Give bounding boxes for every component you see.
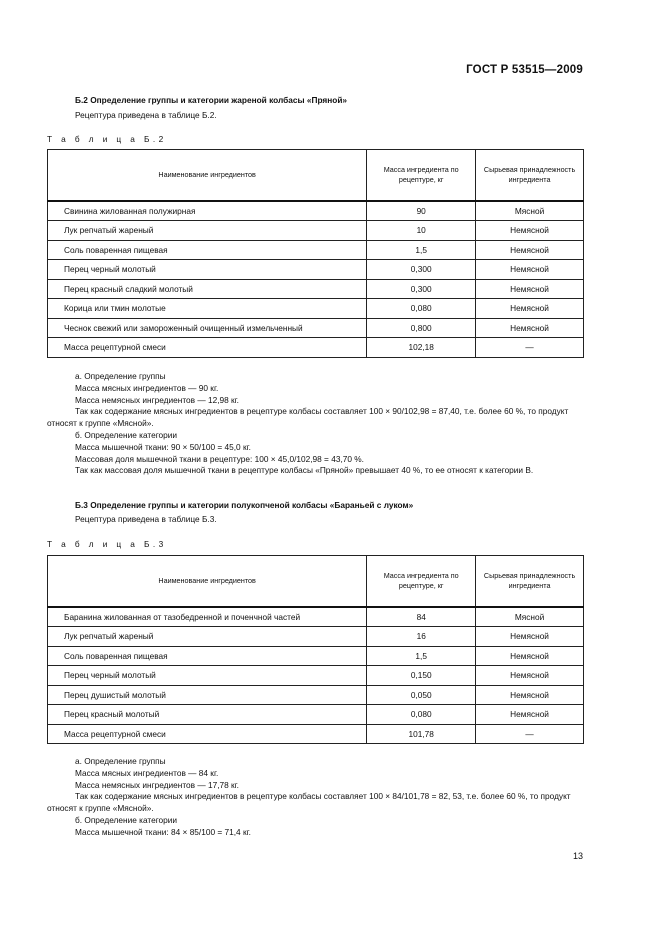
table-b2-header-name: Наименование ингредиентов xyxy=(48,150,367,201)
note-line: Так как содержание мясных ингредиентов в рецептуре колбасы составляет 100 × 90/102,98 = 87,40, т.е. более 60 %, то продукт относят к группе «Мясной». xyxy=(47,406,569,429)
note-line: Массовая доля мышечной ткани в рецептуре: 100 × 45,0/102,98 = 43,70 %. xyxy=(75,453,364,464)
ingredient-mass: 16 xyxy=(367,627,476,647)
table-row xyxy=(48,260,584,280)
table-b3-header-mass: Масса ингредиента по рецептуре, кг xyxy=(367,556,476,607)
ingredient-group: Немясной xyxy=(476,705,584,725)
ingredient-mass: 101,78 xyxy=(367,724,476,744)
ingredient-group: — xyxy=(476,724,584,744)
table-b2-caption: Т а б л и ц а Б.2 xyxy=(47,134,167,144)
table-b2-header-group: Сырьевая принадлежность ингредиента xyxy=(476,150,584,201)
page-number: 13 xyxy=(572,851,583,861)
table-row xyxy=(48,627,584,647)
note-line: Масса мышечной ткани: 90 × 50/100 = 45,0 кг. xyxy=(75,441,251,452)
ingredient-group: Мясной xyxy=(476,201,584,221)
ingredient-name: Чеснок свежий или замороженный очищенный измельченный xyxy=(48,318,367,338)
ingredient-group: Немясной xyxy=(476,685,584,705)
note-line: Масса немясных ингредиентов — 12,98 кг. xyxy=(75,394,239,405)
note-line: а. Определение группы xyxy=(75,756,166,766)
section-b2-notes xyxy=(47,371,584,477)
note-line: Масса немясных ингредиентов — 17,78 кг. xyxy=(75,779,239,790)
section-b3-title: Б.3 Определение группы и категории полукопченой колбасы «Бараньей с луком» xyxy=(75,500,414,510)
table-row xyxy=(48,685,584,705)
ingredient-group: Немясной xyxy=(476,646,584,666)
ingredient-group: — xyxy=(476,338,584,358)
note-line: б. Определение категории xyxy=(75,429,178,440)
table-row xyxy=(48,221,584,241)
ingredient-name: Масса рецептурной смеси xyxy=(48,338,367,358)
ingredient-mass: 10 xyxy=(367,221,476,241)
ingredient-name: Лук репчатый жареный xyxy=(48,221,367,241)
ingredient-mass: 84 xyxy=(367,607,476,627)
table-row xyxy=(48,201,584,221)
ingredient-name: Перец красный сладкий молотый xyxy=(48,279,367,299)
table-b3-caption: Т а б л и ц а Б.3 xyxy=(47,539,167,549)
note-line: б. Определение категории xyxy=(75,814,178,825)
section-b2-intro: Рецептура приведена в таблице Б.2. xyxy=(75,110,217,120)
ingredient-mass: 1,5 xyxy=(367,240,476,260)
note-line: Масса мясных ингредиентов — 90 кг. xyxy=(75,382,219,393)
section-b3-notes xyxy=(47,756,584,839)
ingredient-group: Немясной xyxy=(476,240,584,260)
ingredient-mass: 1,5 xyxy=(367,646,476,666)
table-row xyxy=(48,279,584,299)
note-line: Так как содержание мясных ингредиентов в рецептуре колбасы составляет 100 × 84/101,78 = 82, 53, т.е. более 60 %, то продукт относят к группе «Мясной». xyxy=(47,791,571,814)
table-b3 xyxy=(47,555,584,744)
standard-code: ГОСТ Р 53515—2009 xyxy=(466,64,583,76)
ingredient-name: Соль поваренная пищевая xyxy=(48,646,367,666)
table-row xyxy=(48,240,584,260)
ingredient-name: Лук репчатый жареный xyxy=(48,627,367,647)
table-row xyxy=(48,299,584,319)
section-b3-intro: Рецептура приведена в таблице Б.3. xyxy=(75,514,217,524)
note-line: Масса мясных ингредиентов — 84 кг. xyxy=(75,767,219,778)
note-line: Так как массовая доля мышечной ткани в рецептуре колбасы «Пряной» превышает 40 %, то ее относят к категории В. xyxy=(75,465,534,476)
ingredient-name: Соль поваренная пищевая xyxy=(48,240,367,260)
ingredient-group: Немясной xyxy=(476,299,584,319)
ingredient-group: Немясной xyxy=(476,260,584,280)
ingredient-name: Баранина жилованная от тазобедренной и поченчной частей xyxy=(48,607,367,627)
note-line: Масса мышечной ткани: 84 × 85/100 = 71,4 кг. xyxy=(75,826,251,837)
table-b2 xyxy=(47,149,584,358)
ingredient-mass: 0,300 xyxy=(367,279,476,299)
table-row xyxy=(48,724,584,744)
ingredient-group: Мясной xyxy=(476,607,584,627)
ingredient-mass: 0,080 xyxy=(367,705,476,725)
table-b3-header-name: Наименование ингредиентов xyxy=(48,556,367,607)
ingredient-mass: 0,800 xyxy=(367,318,476,338)
ingredient-name: Перец душистый молотый xyxy=(48,685,367,705)
table-row xyxy=(48,705,584,725)
ingredient-name: Перец черный молотый xyxy=(48,666,367,686)
ingredient-mass: 0,300 xyxy=(367,260,476,280)
table-row xyxy=(48,607,584,627)
table-b3-header-group: Сырьевая принадлежность ингредиента xyxy=(476,556,584,607)
ingredient-name: Свинина жилованная полужирная xyxy=(48,201,367,221)
ingredient-name: Корица или тмин молотые xyxy=(48,299,367,319)
ingredient-group: Немясной xyxy=(476,318,584,338)
ingredient-group: Немясной xyxy=(476,666,584,686)
ingredient-name: Перец черный молотый xyxy=(48,260,367,280)
ingredient-mass: 0,150 xyxy=(367,666,476,686)
section-b2-title: Б.2 Определение группы и категории жареной колбасы «Пряной» xyxy=(75,95,348,105)
ingredient-group: Немясной xyxy=(476,221,584,241)
ingredient-mass: 0,050 xyxy=(367,685,476,705)
ingredient-name: Перец красный молотый xyxy=(48,705,367,725)
ingredient-group: Немясной xyxy=(476,279,584,299)
table-row xyxy=(48,338,584,358)
table-row xyxy=(48,666,584,686)
ingredient-name: Масса рецептурной смеси xyxy=(48,724,367,744)
ingredient-mass: 102,18 xyxy=(367,338,476,358)
ingredient-mass: 90 xyxy=(367,201,476,221)
table-row xyxy=(48,646,584,666)
table-row xyxy=(48,318,584,338)
table-b2-header-mass: Масса ингредиента по рецептуре, кг xyxy=(367,150,476,201)
note-line: а. Определение группы xyxy=(75,371,166,381)
ingredient-mass: 0,080 xyxy=(367,299,476,319)
ingredient-group: Немясной xyxy=(476,627,584,647)
